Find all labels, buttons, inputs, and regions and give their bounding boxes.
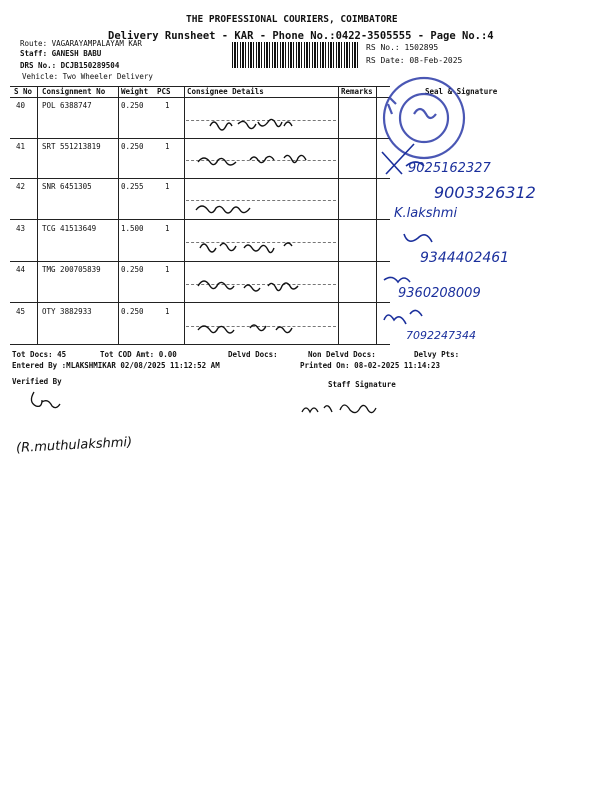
row-consignment: SNR 6451305 [42,182,92,191]
row-consignment: TMG 200705839 [42,265,101,274]
phone-row44: 9360208009 [398,286,481,301]
row-consignment: OTY 3882933 [42,307,92,316]
col-divider [118,86,119,344]
row-consignment: SRT 551213819 [42,142,101,151]
row-sno: 43 [16,224,26,233]
staff-signature [298,394,388,422]
verified-by-label: Verified By [12,377,62,386]
col-divider [184,86,185,344]
col-divider [37,86,38,344]
row-weight: 0.255 [121,182,144,191]
row-consignment: TCG 41513649 [42,224,97,233]
route-text: Route: VAGARAYAMPALAYAM KAR [20,39,142,48]
row-pcs: 1 [165,101,170,110]
col-divider [338,86,339,344]
row-weight: 0.250 [121,142,144,151]
phone-row45: 7092247344 [406,329,476,342]
row-pcs: 1 [165,224,170,233]
row-weight: 0.250 [121,307,144,316]
total-docs: Tot Docs: 45 [12,350,67,359]
entered-by: Entered By :MLAKSHMIKAR 02/08/2025 11:12:52 AM [12,361,220,370]
phone-row42: 9003326312 [434,183,536,202]
runsheet-title: Delivery Runsheet - KAR - Phone No.:0422-3505555 - Page No.:4 [108,30,494,42]
drs-text: DRS No.: DCJB150289504 [20,61,120,70]
row-weight: 1.500 [121,224,144,233]
company-title: THE PROFESSIONAL COURIERS, COIMBATORE [186,14,398,25]
handwritten-verifier-name: (R.muthulakshmi) [15,434,133,457]
staff-signature-label: Staff Signature [328,380,396,389]
row-pcs: 1 [165,182,170,191]
phone-row41: 9025162327 [408,161,491,176]
rs-number: RS No.: 1502895 [366,43,439,52]
handwritten-signatures [376,118,566,348]
phone-row43: 9344402461 [420,250,510,266]
row-sno: 40 [16,101,26,110]
handwritten-consignee-names [186,98,336,344]
delivery-points: Delvy Pts: [414,350,460,359]
printed-on: Printed On: 08-02-2025 11:14:23 [300,361,440,370]
col-header-pcs: PCS [157,87,171,96]
verifier-signature [20,384,80,414]
col-header-consignment: Consignment No [42,87,106,96]
row-sno: 41 [16,142,26,151]
row-sno: 44 [16,265,26,274]
rs-date: RS Date: 08-Feb-2025 [366,56,463,65]
staff-text: Staff: GANESH BABU [20,49,102,58]
row-weight: 0.250 [121,101,144,110]
row-sno: 42 [16,182,26,191]
row-pcs: 1 [165,142,170,151]
row-consignment: POL 6388747 [42,101,92,110]
delivered-docs: Delvd Docs: [228,350,278,359]
col-header-remarks: Remarks [341,87,373,96]
col-header-sno: S No [14,87,33,96]
row-pcs: 1 [165,265,170,274]
col-header-weight: Weight [121,87,149,96]
row-sno: 45 [16,307,26,316]
row-weight: 0.250 [121,265,144,274]
col-header-seal-signature: Seal & Signature [425,87,498,96]
table-bottom-rule [10,344,390,345]
col-header-consignee: Consignee Details [187,87,264,96]
total-cod: Tot COD Amt: 0.00 [100,350,177,359]
vehicle-text: Vehicle: Two Wheeler Delivery [22,72,153,81]
non-delivered-docs: Non Delvd Docs: [308,350,376,359]
row-pcs: 1 [165,307,170,316]
barcode [232,42,360,68]
handwritten-name-k-lakshmi: K.lakshmi [394,206,458,221]
